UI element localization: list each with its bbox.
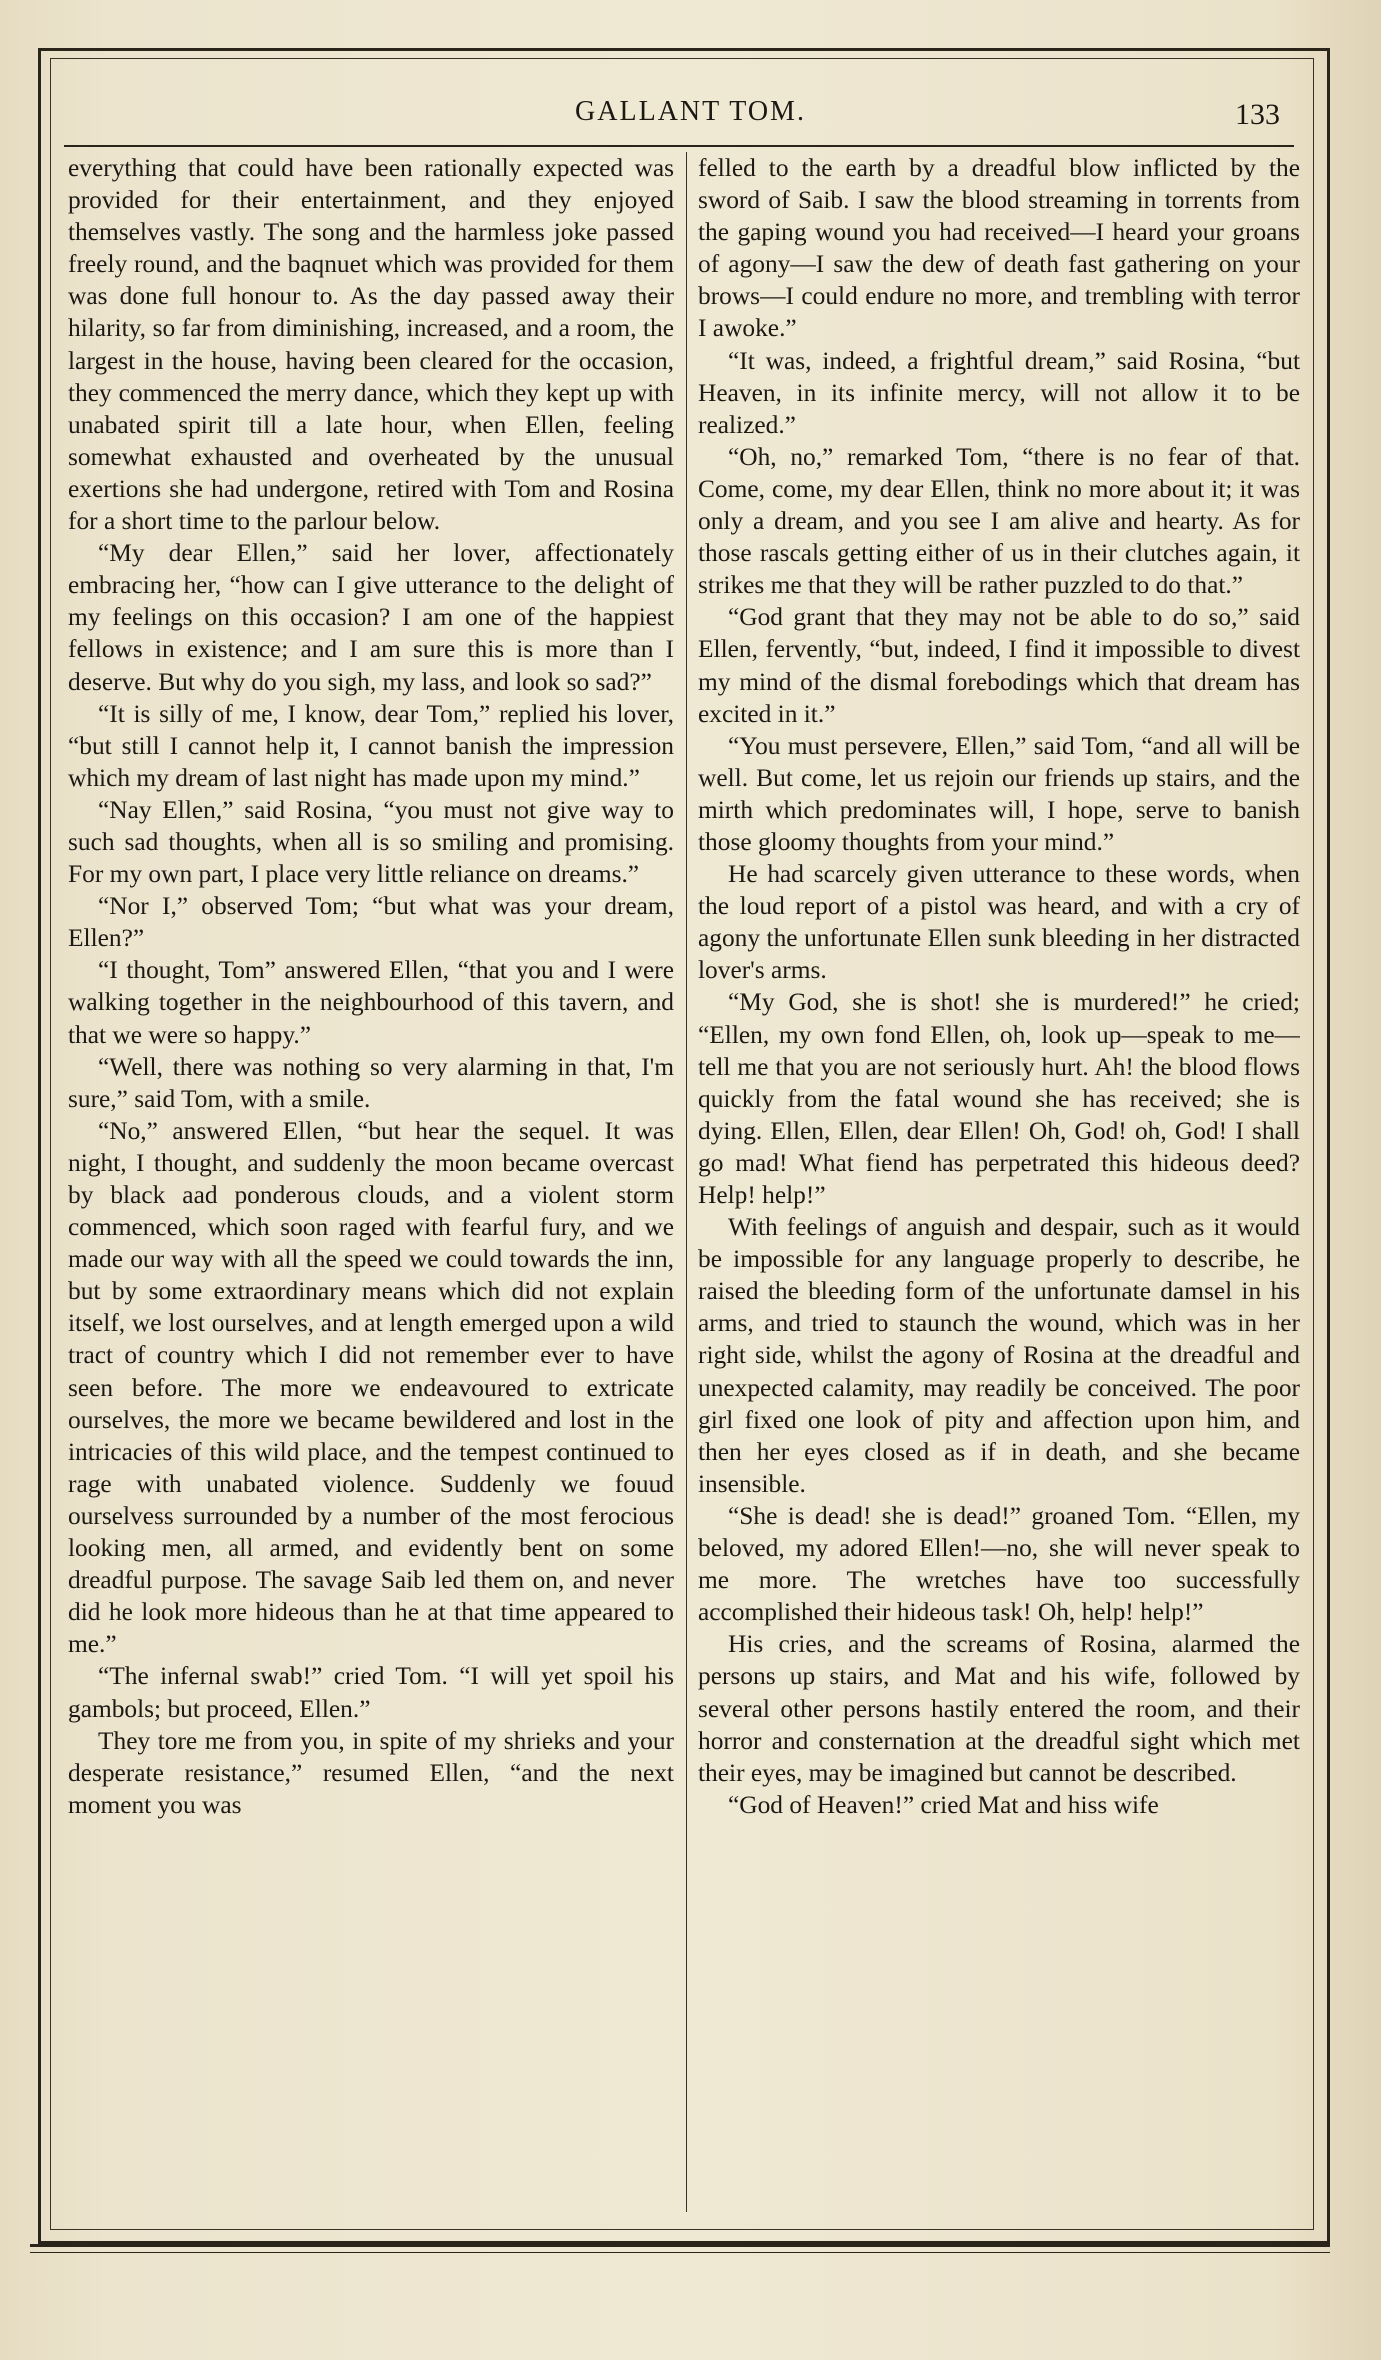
- paragraph: “No,” answered Ellen, “but hear the sequel. It was night, I thought, and suddenly the moon became overcast by black aad ponderous clouds, and a violent storm commenced, which soon raged with fearful fury, and we made our way with all the speed we could towards the inn, but by some extraordinary means which did not explain itself, we lost ourselves, and at length emerged upon a wild tract of country which I did not remember ever to have seen before. The more we endeavoured to extricate ourselves, the more we became bewildered and lost in the intricacies of this wild place, and the tempest continued to rage with unabated violence. Suddenly we fouud ourselvess surrounded by a number of the most ferocious looking men, all armed, and evidently bent on some dreadful purpose. The savage Saib led them on, and never did he look more hideous than he at that time appeared to me.”: [68, 1116, 674, 1659]
- column-divider: [686, 152, 687, 2212]
- right-column: [698, 152, 1300, 2212]
- paragraph: “God grant that they may not be able to do so,” said Ellen, fervently, “but, indeed, I find it impossible to divest my mind of the dismal forebodings which that dream has excited in it.”: [698, 603, 1300, 728]
- paragraph: “My dear Ellen,” said her lover, affectionately embracing her, “how can I give utterance to the delight of my feelings on this occasion? I am one of the happiest fellows in existence; and I am sure this is more than I deserve. But why do you sigh, my lass, and look so sad?”: [68, 539, 674, 696]
- left-column: [68, 152, 674, 2212]
- paragraph: He had scarcely given utterance to these words, when the loud report of a pistol was heard, and with a cry of agony the unfortunate Ellen sunk bleeding in her distracted lover's arms.: [698, 860, 1300, 985]
- paragraph: They tore me from you, in spite of my shrieks and your desperate resistance,” resumed Ellen, “and the next moment you was: [68, 1726, 674, 1819]
- paragraph: “God of Heaven!” cried Mat and hiss wife: [728, 1790, 1159, 1819]
- footer-rule: [30, 2244, 1330, 2247]
- paragraph: “Nor I,” observed Tom; “but what was your dream, Ellen?”: [68, 892, 674, 953]
- paragraph: “She is dead! she is dead!” groaned Tom. “Ellen, my beloved, my adored Ellen!—no, she will never speak to me more. The wretches have too successfully accomplished their hideous task! Oh, help! help!”: [698, 1501, 1300, 1627]
- paragraph: “Oh, no,” remarked Tom, “there is no fear of that. Come, come, my dear Ellen, think no more about it; it was only a dream, and you see I am alive and hearty. As for those rascals getting either of us in their clutches again, it strikes me that they will be rather puzzled to do that.”: [698, 442, 1300, 600]
- paragraph: “It was, indeed, a frightful dream,” said Rosina, “but Heaven, in its infinite mercy, will not allow it to be realized.”: [698, 346, 1300, 439]
- paragraph: “You must persevere, Ellen,” said Tom, “and all will be well. But come, let us rejoin our friends up stairs, and the mirth which predominates will, I hope, serve to banish those gloomy thoughts from your mind.”: [698, 731, 1300, 856]
- paragraph: felled to the earth by a dreadful blow inflicted by the sword of Saib. I saw the blood streaming in torrents from the gaping wound you had received—I heard your groans of agony—I saw the dew of death fast gathering on your brows—I could endure no more, and trembling with terror I awoke.”: [698, 154, 1300, 343]
- paragraph: “It is silly of me, I know, dear Tom,” replied his lover, “but still I cannot help it, I cannot banish the impression which my dream of last night has made upon my mind.”: [68, 699, 674, 792]
- page-number: 133: [1235, 98, 1280, 131]
- running-title: GALLANT TOM.: [575, 96, 806, 127]
- paragraph: “Well, there was nothing so very alarming in that, I'm sure,” said Tom, with a smile.: [68, 1052, 674, 1113]
- paragraph: “I thought, Tom” answered Ellen, “that you and I were walking together in the neighbourhood of this tavern, and that we were so happy.”: [68, 956, 674, 1049]
- paragraph: His cries, and the screams of Rosina, alarmed the persons up stairs, and Mat and his wife, followed by several other persons hastily entered the room, and their horror and consternation at the dreadful sight which met their eyes, may be imagined but cannot be described.: [698, 1630, 1300, 1787]
- paragraph: With feelings of anguish and despair, such as it would be impossible for any language properly to describe, he raised the bleeding form of the unfortunate damsel in his arms, and tried to staunch the wound, which was in her right side, whilst the agony of Rosina at the dreadful and unexpected calamity, may readily be conceived. The poor girl fixed one look of pity and affection upon him, and then her eyes closed as if in death, and she became insensible.: [698, 1213, 1300, 1498]
- paragraph: “The infernal swab!” cried Tom. “I will yet spoil his gambols; but proceed, Ellen.”: [68, 1662, 674, 1723]
- paragraph: “My God, she is shot! she is murdered!” he cried; “Ellen, my own fond Ellen, oh, look up—speak to me—tell me that you are not seriously hurt. Ah! the blood flows quickly from the fatal wound she has received; she is dying. Ellen, Ellen, dear Ellen! Oh, God! oh, God! I shall go mad! What fiend has perpetrated this hideous deed? Help! help!”: [698, 988, 1300, 1209]
- footer-rule-thin: [30, 2252, 1330, 2253]
- paragraph: everything that could have been rationally expected was provided for their entertainment, and they enjoyed themselves vastly. The song and the harmless joke passed freely round, and the baqnuet which was provided for them was done full honour to. As the day passed away their hilarity, so far from diminishing, increased, and a room, the largest in the house, having been cleared for the occasion, they commenced the merry dance, which they kept up with unabated spirit till a late hour, when Ellen, feeling somewhat exhausted and overheated by the unusual exertions she had undergone, retired with Tom and Rosina for a short time to the parlour below.: [68, 154, 674, 536]
- header-rule: [64, 145, 1294, 147]
- paragraph: “Nay Ellen,” said Rosina, “you must not give way to such sad thoughts, when all is so smiling and promising. For my own part, I place very little reliance on dreams.”: [68, 795, 674, 889]
